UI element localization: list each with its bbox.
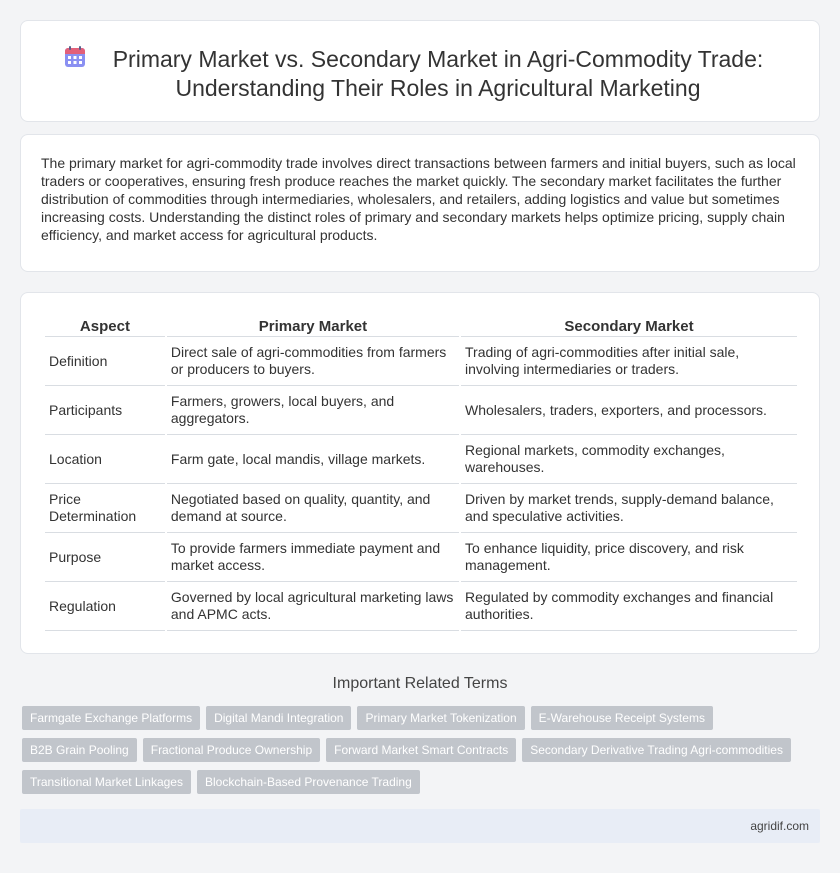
table-row (45, 582, 797, 631)
primary-cell: To provide farmers immediate payment and market access. (167, 533, 459, 582)
related-terms-heading: Important Related Terms (332, 675, 508, 692)
secondary-cell: To enhance liquidity, price discovery, and risk management. (461, 533, 797, 582)
related-term-tag[interactable]: Primary Market Tokenization (357, 706, 524, 730)
related-term-tag[interactable]: Fractional Produce Ownership (143, 738, 320, 762)
related-term-tag[interactable]: Transitional Market Linkages (22, 770, 191, 794)
intro-card (20, 134, 820, 272)
secondary-cell: Driven by market trends, supply-demand balance, and speculative activities. (461, 484, 797, 533)
title-wrap (21, 45, 819, 103)
related-term-tag[interactable]: E-Warehouse Receipt Systems (531, 706, 713, 730)
table-row (45, 533, 797, 582)
related-term-tag[interactable]: Farmgate Exchange Platforms (22, 706, 200, 730)
header-aspect: Aspect (45, 315, 165, 337)
primary-cell: Farmers, growers, local buyers, and aggregators. (167, 386, 459, 435)
secondary-cell: Regional markets, commodity exchanges, warehouses. (461, 435, 797, 484)
related-term-tag[interactable]: B2B Grain Pooling (22, 738, 137, 762)
comparison-card (20, 292, 820, 654)
table-row (45, 337, 797, 386)
primary-cell: Governed by local agricultural marketing laws and APMC acts. (167, 582, 459, 631)
related-term-tag[interactable]: Secondary Derivative Trading Agri-commodities (522, 738, 791, 762)
header-secondary-market: Secondary Market (461, 315, 797, 337)
intro-paragraph: The primary market for agri-commodity trade involves direct transactions between farmers and initial buyers, such as local traders or cooperatives, ensuring fresh produce reaches the market quickly. The secondary market facilitates the further distribution of commodities through intermediaries, wholesalers, and retailers, adding logistics and value but sometimes increasing costs. Understanding the distinct roles of primary and secondary markets helps optimize pricing, supply chain efficiency, and market access for agricultural products. (41, 155, 796, 243)
footer-site-link[interactable]: agridif.com (750, 819, 809, 833)
secondary-cell: Wholesalers, traders, exporters, and processors. (461, 386, 797, 435)
page-title: Primary Market vs. Secondary Market in Agri-Commodity Trade: Understanding Their Roles in Agricultural Marketing (112, 46, 764, 101)
table-row (45, 484, 797, 533)
table-row (45, 386, 797, 435)
related-term-tag[interactable]: Digital Mandi Integration (206, 706, 351, 730)
aspect-cell: Purpose (45, 533, 165, 582)
title-card (20, 20, 820, 122)
aspect-cell: Definition (45, 337, 165, 386)
aspect-cell: Regulation (45, 582, 165, 631)
aspect-cell: Price Determination (45, 484, 165, 533)
related-terms-list (22, 706, 812, 794)
table-header-row (45, 315, 797, 337)
footer (20, 809, 820, 843)
primary-cell: Direct sale of agri-commodities from farmers or producers to buyers. (167, 337, 459, 386)
related-term-tag[interactable]: Forward Market Smart Contracts (326, 738, 516, 762)
secondary-cell: Trading of agri-commodities after initial sale, involving intermediaries or traders. (461, 337, 797, 386)
comparison-table (43, 315, 799, 631)
table-row (45, 435, 797, 484)
secondary-cell: Regulated by commodity exchanges and financial authorities. (461, 582, 797, 631)
related-term-tag[interactable]: Blockchain-Based Provenance Trading (197, 770, 420, 794)
header-primary-market: Primary Market (167, 315, 459, 337)
aspect-cell: Participants (45, 386, 165, 435)
primary-cell: Farm gate, local mandis, village markets. (167, 435, 459, 484)
aspect-cell: Location (45, 435, 165, 484)
primary-cell: Negotiated based on quality, quantity, and demand at source. (167, 484, 459, 533)
